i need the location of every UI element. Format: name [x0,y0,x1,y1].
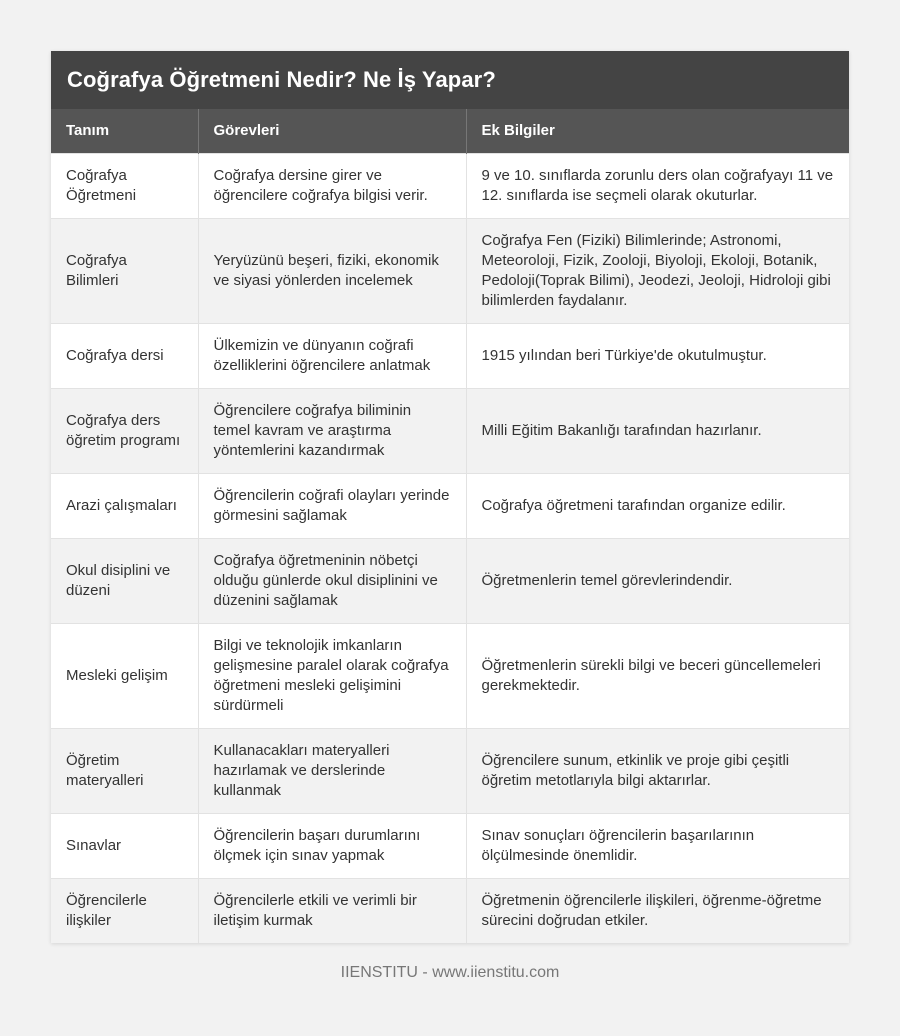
header-row [51,109,849,153]
cell-ek-bilgiler: Coğrafya Fen (Fiziki) Bilimlerinde; Astronomi, Meteoroloji, Fizik, Zooloji, Biyoloji, Ekoloji, Botanik, Pedoloji(Toprak Bilimi), Jeodezi, Jeoloji, Hidroloji gibi bilimlerden faydalanır. [466,218,849,323]
cell-gorevleri: Ülkemizin ve dünyanın coğrafi özelliklerini öğrencilere anlatmak [198,323,466,388]
cell-gorevleri: Öğrencilerle etkili ve verimli bir iletişim kurmak [198,878,466,943]
cell-ek-bilgiler: Sınav sonuçları öğrencilerin başarılarının ölçülmesinde önemlidir. [466,813,849,878]
cell-ek-bilgiler: Milli Eğitim Bakanlığı tarafından hazırlanır. [466,388,849,473]
cell-tanim: Arazi çalışmaları [51,473,198,538]
cell-tanim: Coğrafya Öğretmeni [51,153,198,218]
table-row [51,323,849,388]
table-row [51,218,849,323]
column-header-tanim: Tanım [51,109,198,153]
cell-gorevleri: Coğrafya öğretmeninin nöbetçi olduğu günlerde okul disiplinini ve düzenini sağlamak [198,538,466,623]
column-header-gorevleri: Görevleri [198,109,466,153]
table-row [51,623,849,728]
cell-ek-bilgiler: Öğrencilere sunum, etkinlik ve proje gibi çeşitli öğretim metotlarıyla bilgi aktarırlar. [466,728,849,813]
table-row [51,153,849,218]
cell-gorevleri: Öğrencilere coğrafya biliminin temel kavram ve araştırma yöntemlerini kazandırmak [198,388,466,473]
table-row [51,473,849,538]
info-table [51,109,849,943]
cell-tanim: Öğrencilerle ilişkiler [51,878,198,943]
table-row [51,388,849,473]
cell-tanim: Mesleki gelişim [51,623,198,728]
cell-ek-bilgiler: Öğretmenin öğrencilerle ilişkileri, öğrenme-öğretme sürecini doğrudan etkiler. [466,878,849,943]
table-row [51,728,849,813]
cell-gorevleri: Yeryüzünü beşeri, fiziki, ekonomik ve siyasi yönlerden incelemek [198,218,466,323]
cell-tanim: Öğretim materyalleri [51,728,198,813]
cell-ek-bilgiler: 1915 yılından beri Türkiye'de okutulmuştur. [466,323,849,388]
column-header-ek-bilgiler: Ek Bilgiler [466,109,849,153]
info-table-card [51,51,849,943]
table-row [51,538,849,623]
table-row [51,878,849,943]
cell-gorevleri: Öğrencilerin coğrafi olayları yerinde görmesini sağlamak [198,473,466,538]
cell-gorevleri: Coğrafya dersine girer ve öğrencilere coğrafya bilgisi verir. [198,153,466,218]
cell-tanim: Coğrafya Bilimleri [51,218,198,323]
table-row [51,813,849,878]
cell-ek-bilgiler: 9 ve 10. sınıflarda zorunlu ders olan coğrafyayı 11 ve 12. sınıflarda ise seçmeli olarak okuturlar. [466,153,849,218]
footer-credit: IIENSTITU - www.iienstitu.com [340,964,560,981]
cell-ek-bilgiler: Coğrafya öğretmeni tarafından organize edilir. [466,473,849,538]
cell-gorevleri: Öğrencilerin başarı durumlarını ölçmek için sınav yapmak [198,813,466,878]
cell-tanim: Okul disiplini ve düzeni [51,538,198,623]
cell-ek-bilgiler: Öğretmenlerin sürekli bilgi ve beceri güncellemeleri gerekmektedir. [466,623,849,728]
cell-gorevleri: Kullanacakları materyalleri hazırlamak ve derslerinde kullanmak [198,728,466,813]
table-title: Coğrafya Öğretmeni Nedir? Ne İş Yapar? [51,51,849,109]
cell-gorevleri: Bilgi ve teknolojik imkanların gelişmesine paralel olarak coğrafya öğretmeni mesleki gelişimini sürdürmeli [198,623,466,728]
cell-tanim: Coğrafya dersi [51,323,198,388]
cell-tanim: Coğrafya ders öğretim programı [51,388,198,473]
cell-tanim: Sınavlar [51,813,198,878]
cell-ek-bilgiler: Öğretmenlerin temel görevlerindendir. [466,538,849,623]
